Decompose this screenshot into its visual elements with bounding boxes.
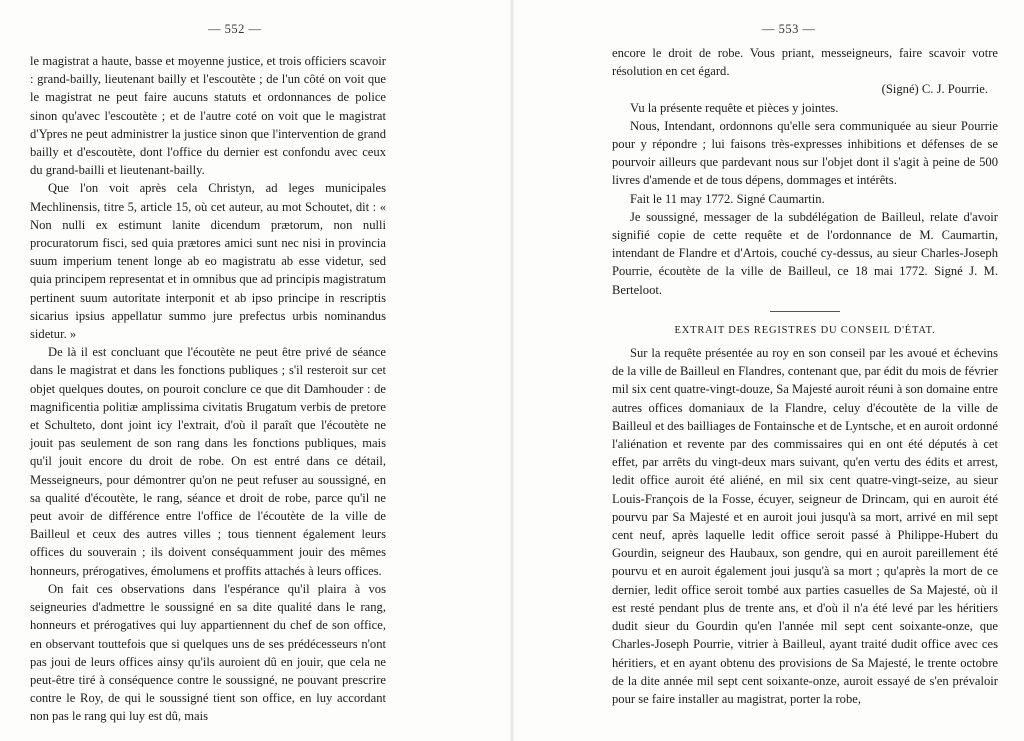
signature: (Signé) C. J. Pourrie.: [881, 82, 988, 97]
section-divider: [770, 311, 840, 312]
right-page-text: [612, 44, 998, 708]
paragraph: encore le droit de robe. Vous priant, messeigneurs, faire scavoir votre résolution en cet égard.: [612, 46, 998, 79]
right-page: [512, 0, 1024, 741]
paragraph: Nous, Intendant, ordonnons qu'elle sera communiquée au sieur Pourrie pour y répondre ; lui faisons très-expresses inhibitions et défenses de se pourvoir ailleurs que pardevant nous sur l'objet dont il s'agit à peine de 500 livres d'amende et de tous dépens, dommages et intérêts.: [612, 118, 998, 188]
paragraph: Que l'on voit après cela Christyn, ad leges municipales Mechlinensis, titre 5, article 15, où cet auteur, au mot Schoutet, dit : « Non nulli ex estimunt lanite dicendum prætorum, non nulli procuratorum fisci, sed quia prætores amici sunt nec nisi in provincia suum imperium tenent longe ab eo magistratu ab esse videtur, sed quia principem representat et in omnibus que ad principis magistratum pertinent suum autoritate interponit et ab ipso principe in rescriptis sicarius ipsius appellatur summo jure prefectus urbis nominandus sidetur. »: [30, 181, 386, 342]
paragraph: le magistrat a haute, basse et moyenne justice, et trois officiers scavoir : grand-bailly, lieutenant bailly et l'escoutète ; de l'un côté on voit que le magistrat ne peut faire aucuns statuts et ordonnances de police sinon qu'avec l'escoutète ; et de l'autre coté on voit que le magistrat d'Ypres ne peut administrer la justice sinon que l'intervention de grand bailly et d'escoutète, dont l'office du dernier est confondu avec ceux du grand-bailli et lieutenant-bailly.: [30, 54, 386, 178]
section-heading: EXTRAIT DES REGISTRES DU CONSEIL D'ÉTAT.: [674, 324, 936, 336]
paragraph: Sur la requête présentée au roy en son conseil par les avoué et échevins de la ville de Bailleul en Flandres, contenant que, par édit du mois de février mil six cent quatre-vingt-douze, Sa Majesté auroit réuni à son domaine entre autres offices domaniaux de la Flandre, celuy d'écoutète de la ville de Bailleul et des bailliages de Fontainsche et de Lyntsche, et en auroit ordonné l'aliénation et revente par des commissaires qui en ont été députés à cet effet, par arrêts du vingt-deux mars suivant, qu'en vertu des édits et arrest, ledit office auroit été aliéné, en mil six cent quatre-vingt-seize, au sieur Louis-François de la Fosse, écuyer, seigneur de Drincam, qui en auroit été pourvu par Sa Majesté et en auroit joui jusqu'à sa mort, arrivé en mil sept cent neuf, après laquelle ledit office seroit passé à Philippe-Hubert du Gourdin, seigneur des Haubaux, son gendre, qui en auroit pareillement été pourvu et en auroit également joui jusqu'à sa mort ; qu'après la mort de ce dernier, ledit office seroit tombé aux parties casuelles de Sa Majesté, où il est resté pendant plus de trente ans, et d'où il n'a été levé par les héritiers dudit sieur du Gourdin qu'en l'année mil sept cent soixante-onze, que Charles-Joseph Pourrie, vitrier à Bailleul, ayant traité dudit office avec ces héritiers, et en ayant obtenu des provisions de Sa Majesté, le trente octobre de la dite année mil sept cent soixante-onze, auroit essayé de s'en prévaloir pour se faire installer au magistrat, porter la robe,: [612, 346, 998, 706]
paragraph: De là il est concluant que l'écoutète ne peut être privé de séance dans le magistrat et dans les fonctions publiques ; s'il resteroit sur cet objet quelques doutes, on pouroit conclure ce que dit Damhouder : de magnificentia politiæ amplissima civitatis Brugatum verbis de pretore et Schulteto, dont joint icy l'extrait, d'où il paraît que l'écoutète ne jouit pas seulement de son rang dans les fonctions publiques, mais qu'il jouit encore du droit de robe. On est entré dans ce détail, Messeigneurs, pour démontrer qu'on ne peut refuser au soussigné, en sa qualité d'écoutète, le rang, séance et droit de robe, parce qu'il ne peut avoir de différence entre l'office de l'écoutète de la ville de Bailleul et ceux des autres villes ; tous tiennent également leurs offices du souverain ; ils doivent conséquamment jouir des mêmes honneurs, prérogatives, émolumens et proffits attachés à leurs offices.: [30, 345, 386, 578]
paragraph: Je soussigné, messager de la subdélégation de Bailleul, relate d'avoir signifié copie de cette requête et de l'ordonnance de M. Caumartin, intendant de Flandre et d'Artois, couché cy-dessus, au sieur Charles-Joseph Pourrie, écoutète de la ville de Bailleul, ce 18 mai 1772. Signé J. M. Berteloot.: [612, 209, 998, 297]
right-page-number: — 553 —: [762, 22, 816, 36]
paragraph: On fait ces observations dans l'espérance qu'il plaira à vos seigneuries d'admettre le soussigné en sa dite qualité dans le rang, honneurs et prérogatives qui luy appartiennent du chef de son office, en observant touttefois que si quelques uns de ses prédécesseurs n'ont pas joui de leurs offices ainsy qu'ils auroient dû en jouir, que cela ne peut-être tiré à conséquence contre le soussigné, ne pouvant prescrire contre le Roy, de qui le soussigné tient son office, en luy accordant non pas le rang qui luy est dû, mais: [30, 581, 386, 724]
paragraph: Fait le 11 may 1772. Signé Caumartin.: [630, 191, 825, 206]
left-page-number: — 552 —: [208, 22, 262, 36]
left-page-text: [30, 52, 386, 726]
paragraph: Vu la présente requête et pièces y jointes.: [630, 100, 839, 115]
